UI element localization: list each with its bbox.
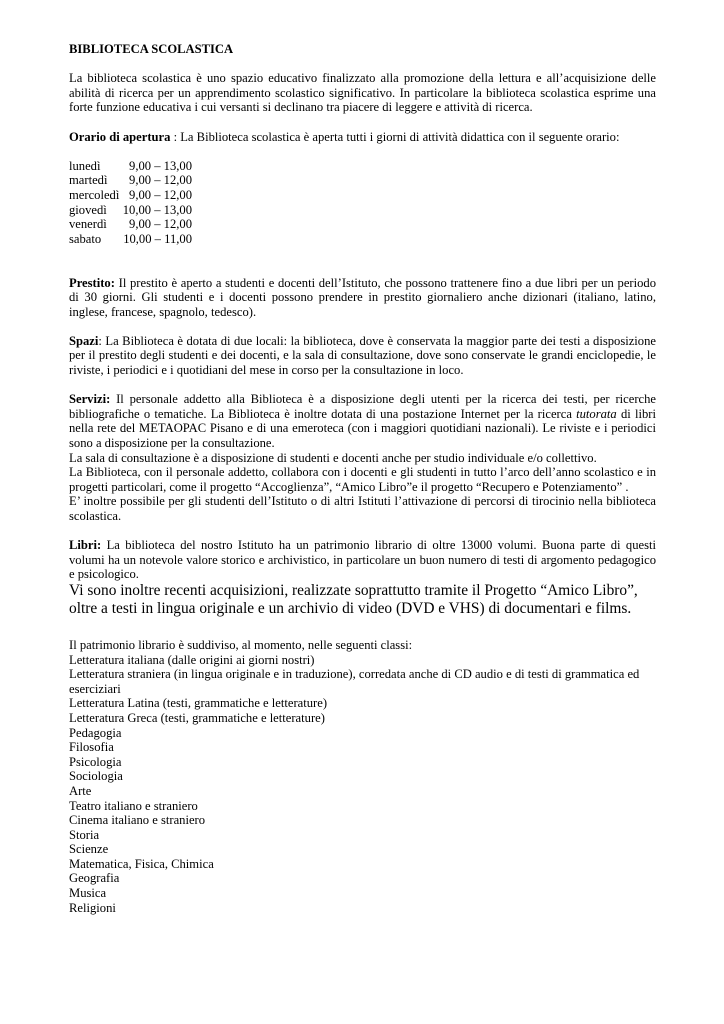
schedule-row: [69, 173, 656, 188]
libri-paragraph: [69, 538, 656, 582]
prestito-text: Il prestito è aperto a studenti e docenti dell’Istituto, che possono trattenere fino a due libri per un periodo di 30 giorni. Gli studenti e i docenti possono prendere in prestito giornaliero anche dizionari (italiano, latino, inglese, francese, spagnolo, tedesco).: [69, 275, 656, 319]
class-item: Matematica, Fisica, Chimica: [69, 856, 214, 871]
libri-large-text: Vi sono inoltre recenti acquisizioni, realizzate soprattutto tramite il Progetto “Amico Libro”, oltre a testi in lingua originale e un archivio di video (DVD e VHS) di documentari e films.: [69, 581, 638, 617]
schedule-time: 9,00 – 12,00: [129, 173, 192, 188]
schedule-row: [69, 232, 656, 247]
schedule-time: 9,00 – 12,00: [129, 217, 192, 232]
class-item: Pedagogia: [69, 725, 122, 740]
schedule-time: 9,00 – 12,00: [129, 187, 192, 202]
schedule-row: [69, 159, 656, 174]
schedule-time: 9,00 – 13,00: [129, 158, 192, 173]
classes-intro: Il patrimonio librario è suddiviso, al momento, nelle seguenti classi:: [69, 637, 413, 652]
class-item: Letteratura italiana (dalle origini ai giorni nostri): [69, 652, 315, 667]
page-title: BIBLIOTECA SCOLASTICA: [69, 42, 234, 56]
class-item: Letteratura straniera (in lingua originale e in traduzione), corredata anche di CD audio e di testi di grammatica ed eserciziari: [69, 667, 640, 696]
hours-paragraph: [69, 130, 656, 145]
servizi-line-2: La sala di consultazione è a disposizione di studenti e docenti anche per studio individuale e/o collettivo.: [69, 450, 597, 465]
servizi-label: Servizi:: [69, 392, 111, 407]
class-item: Scienze: [69, 842, 109, 857]
schedule-day: venerdì: [69, 217, 107, 232]
schedule-row: [69, 188, 656, 203]
intro-paragraph: La biblioteca scolastica è uno spazio educativo finalizzato alla promozione della lettura e all’acquisizione delle abilità di ricerca per un apprendimento scolastico significativo. In particolare la biblioteca scolastica esprime una forte funzione educativa i cui versanti si declinano tra piacere di leggere e attività di ricerca.: [69, 71, 656, 115]
hours-text: : La Biblioteca scolastica è aperta tutti i giorni di attività didattica con il seguente orario:: [170, 129, 620, 144]
class-item: Teatro italiano e straniero: [69, 798, 198, 813]
servizi-paragraph: [69, 392, 656, 450]
schedule-day: mercoledì: [69, 187, 120, 202]
servizi-line-4: E’ inoltre possibile per gli studenti dell’Istituto o di altri Istituti l’attivazione di percorsi di tirocinio nella biblioteca scolastica.: [69, 494, 656, 523]
schedule-day: lunedì: [69, 158, 101, 173]
class-item: Storia: [69, 827, 100, 842]
class-item: Letteratura Latina (testi, grammatiche e letterature): [69, 696, 328, 711]
schedule-time: 10,00 – 13,00: [122, 202, 192, 217]
prestito-label: Prestito:: [69, 275, 115, 290]
opening-schedule: [69, 159, 656, 247]
class-item: Religioni: [69, 900, 116, 915]
prestito-paragraph: [69, 276, 656, 320]
servizi-text-italic: tutorata: [576, 406, 617, 421]
servizi-text-a: Il personale addetto alla Biblioteca è a disposizione degli utenti per la ricerca dei testi, per ricerche bibliografiche o tematiche. La Biblioteca è inoltre dotata di una postazione Internet per la ricerca: [69, 392, 656, 421]
class-item: Cinema italiano e straniero: [69, 813, 206, 828]
class-item: Letteratura Greca (testi, grammatiche e letterature): [69, 710, 325, 725]
schedule-day: martedì: [69, 173, 108, 188]
libri-label: Libri:: [69, 538, 102, 553]
class-item: Musica: [69, 886, 107, 901]
spazi-paragraph: [69, 334, 656, 378]
class-item: Sociologia: [69, 769, 123, 784]
class-item: Psicologia: [69, 754, 122, 769]
spazi-label: Spazi: [69, 333, 99, 348]
schedule-time: 10,00 – 11,00: [123, 231, 192, 246]
libri-text: La biblioteca del nostro Istituto ha un patrimonio librario di oltre 13000 volumi. Buona parte di questi volumi ha un notevole valore storico e archivistico, in particolare un buon numero di testi di argomento pedagogico e psicologico.: [69, 538, 656, 582]
spazi-text: : La Biblioteca è dotata di due locali: la biblioteca, dove è conservata la maggior parte dei testi a disposizione per il prestito degli studenti e dei docenti, e la sala di consultazione, dove sono conservate le grandi enciclopedie, le riviste, i periodici e i quotidiani del mese in corso per la consultazione in loco.: [69, 333, 656, 378]
document-content: [69, 42, 656, 915]
classes-list: [69, 653, 656, 916]
schedule-row: [69, 203, 656, 218]
hours-label: Orario di apertura: [69, 129, 171, 144]
schedule-row: [69, 217, 656, 232]
schedule-day: giovedì: [69, 202, 107, 217]
class-item: Arte: [69, 783, 92, 798]
schedule-day: sabato: [69, 231, 102, 246]
class-item: Filosofia: [69, 740, 114, 755]
servizi-text-b: di libri nella rete del METAOPAC Pisano e di una emeroteca (con i maggiori quotidiani nazionali). Le riviste e i periodici sono a disposizione per la consultazione.: [69, 406, 656, 451]
servizi-line-3: La Biblioteca, con il personale addetto, collabora con i docenti e gli studenti in tutto l’arco dell’anno scolastico e in progetti particolari, come il progetto “Accoglienza”, “Amico Libro”e il progetto “Recupero e Potenziamento” .: [69, 465, 656, 494]
class-item: Geografia: [69, 871, 120, 886]
